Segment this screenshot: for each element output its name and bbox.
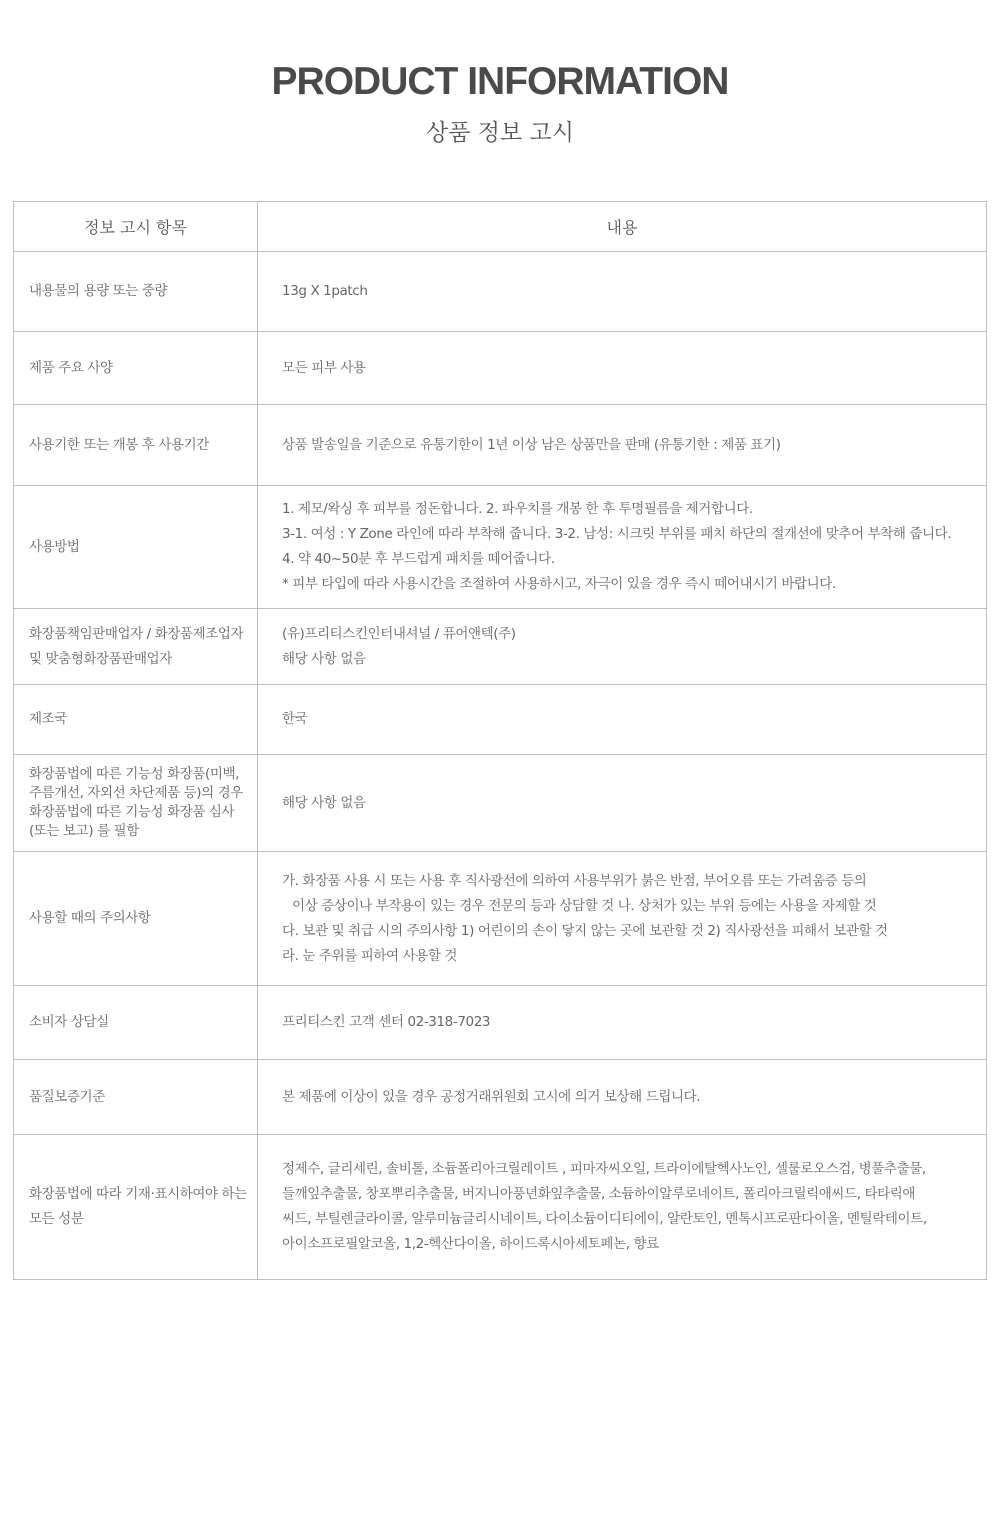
content-line: 해당 사항 없음 xyxy=(282,650,366,667)
row-label xyxy=(14,486,258,609)
row-label xyxy=(14,755,258,852)
table-row xyxy=(14,609,987,685)
label-line: (또는 보고) 를 필함 xyxy=(29,823,139,839)
product-info-table xyxy=(13,201,987,1280)
content-line: 한국 xyxy=(282,711,308,727)
content-line: 정제수, 글리세린, 솔비톨, 소듐폴리아크릴레이트 , 피마자씨오일, 트라이에탈헥사노인, 셀룰로오스검, 병풀추출물, xyxy=(282,1161,926,1177)
table-row xyxy=(14,332,987,405)
row-label xyxy=(14,986,258,1060)
content-line: 모든 피부 사용 xyxy=(282,359,366,376)
row-label xyxy=(14,852,258,986)
page-title: PRODUCT INFORMATION xyxy=(271,60,729,103)
content-line: 이상 증상이나 부작용이 있는 경우 전문의 등과 상담할 것 나. 상처가 있는 부위 등에는 사용을 자제할 것 xyxy=(292,897,877,914)
row-label xyxy=(14,609,258,685)
table-row xyxy=(14,405,987,486)
page-subtitle: 상품 정보 고시 xyxy=(426,120,574,146)
content-line: 13g X 1patch xyxy=(282,283,368,299)
row-label xyxy=(14,685,258,755)
label-line: 화장품법에 따른 기능성 화장품 심사 xyxy=(29,804,235,820)
row-label xyxy=(14,1060,258,1135)
row-content xyxy=(258,609,987,685)
content-line: * 피부 타입에 따라 사용시간을 조절하여 사용하시고, 자극이 있을 경우 즉시 떼어내시기 바랍니다. xyxy=(282,576,836,592)
content-line: 들깨잎추출물, 창포뿌리추출물, 버지니아풍년화잎추출물, 소듐하이알루로네이트, 폴리아크릴릭애씨드, 타타릭애 xyxy=(282,1186,916,1202)
row-content xyxy=(258,852,987,986)
label-line: 제품 주요 사양 xyxy=(29,359,113,376)
content-line: 씨드, 부틸렌글라이콜, 알루미늄글리시네이트, 다이소듐이디티에이, 알란토인, 멘톡시프로판다이올, 멘틸락테이트, xyxy=(282,1211,927,1227)
content-line: 아이소프로필알코올, 1,2-헥산다이올, 하이드록시아세토페논, 향료 xyxy=(282,1236,659,1252)
content-line: 가. 화장품 사용 시 또는 사용 후 직사광선에 의하여 사용부위가 붉은 반점, 부어오름 또는 가려움증 등의 xyxy=(282,872,867,889)
content-line: 본 제품에 이상이 있을 경우 공정거래위원회 고시에 의거 보상해 드립니다. xyxy=(282,1088,701,1105)
label-line: 내용물의 용량 또는 중량 xyxy=(29,283,168,299)
row-content xyxy=(258,986,987,1060)
content-line: 라. 눈 주위를 피하여 사용할 것 xyxy=(282,947,458,964)
label-line: 품질보증기준 xyxy=(29,1088,105,1105)
label-line: 사용할 때의 주의사항 xyxy=(29,910,151,926)
row-label xyxy=(14,252,258,332)
content-line: 3-1. 여성 : Y Zone 라인에 따라 부착해 줍니다. 3-2. 남성: 시크릿 부위를 패치 하단의 절개선에 맞추어 부착해 줍니다. xyxy=(282,526,952,542)
label-line: 사용기한 또는 개봉 후 사용기간 xyxy=(29,436,209,453)
row-content xyxy=(258,486,987,609)
table-row xyxy=(14,1135,987,1280)
content-line: 프리티스킨 고객 센터 02-318-7023 xyxy=(282,1014,491,1030)
content-line: 상품 발송일을 기준으로 유통기한이 1년 이상 남은 상품만을 판매 (유통기한 : 제품 표기) xyxy=(282,436,781,453)
label-line: 사용방법 xyxy=(29,538,80,555)
row-content xyxy=(258,755,987,852)
content-line: 해당 사항 없음 xyxy=(282,794,366,811)
table-row xyxy=(14,755,987,852)
row-content xyxy=(258,1135,987,1280)
label-line: 화장품법에 따라 기재·표시하여야 하는 xyxy=(29,1186,247,1202)
content-line: 4. 약 40~50분 후 부드럽게 패치를 떼어줍니다. xyxy=(282,551,555,567)
label-line: 화장품법에 따른 기능성 화장품(미백, xyxy=(29,766,240,782)
table-header-row xyxy=(14,202,987,252)
table-row xyxy=(14,852,987,986)
label-line: 모든 성분 xyxy=(29,1211,84,1227)
row-content xyxy=(258,685,987,755)
row-content xyxy=(258,405,987,486)
table-row xyxy=(14,685,987,755)
content-line: 1. 제모/왁싱 후 피부를 정돈합니다. 2. 파우치를 개봉 한 후 투명필름을 제거합니다. xyxy=(282,501,753,517)
row-label xyxy=(14,332,258,405)
label-line: 화장품책임판매업자 / 화장품제조업자 xyxy=(29,625,244,642)
label-line: 주름개선, 자외선 차단제품 등)의 경우 xyxy=(29,785,243,801)
header-content: 내용 xyxy=(258,202,987,252)
content-line: 다. 보관 및 취급 시의 주의사항 1) 어린이의 손이 닿지 않는 곳에 보관할 것 2) 직사광선을 피해서 보관할 것 xyxy=(282,922,888,939)
table-row xyxy=(14,986,987,1060)
table-row xyxy=(14,1060,987,1135)
row-label xyxy=(14,1135,258,1280)
label-line: 및 맞춤형화장품판매업자 xyxy=(29,650,172,667)
header-item: 정보 고시 항목 xyxy=(14,202,258,252)
table-row xyxy=(14,486,987,609)
row-label xyxy=(14,405,258,486)
row-content xyxy=(258,332,987,405)
table-row xyxy=(14,252,987,332)
label-line: 소비자 상담실 xyxy=(29,1014,109,1030)
content-line: (유)프리티스킨인터내셔널 / 퓨어앤텍(주) xyxy=(282,625,516,642)
row-content xyxy=(258,252,987,332)
label-line: 제조국 xyxy=(29,711,67,727)
row-content xyxy=(258,1060,987,1135)
